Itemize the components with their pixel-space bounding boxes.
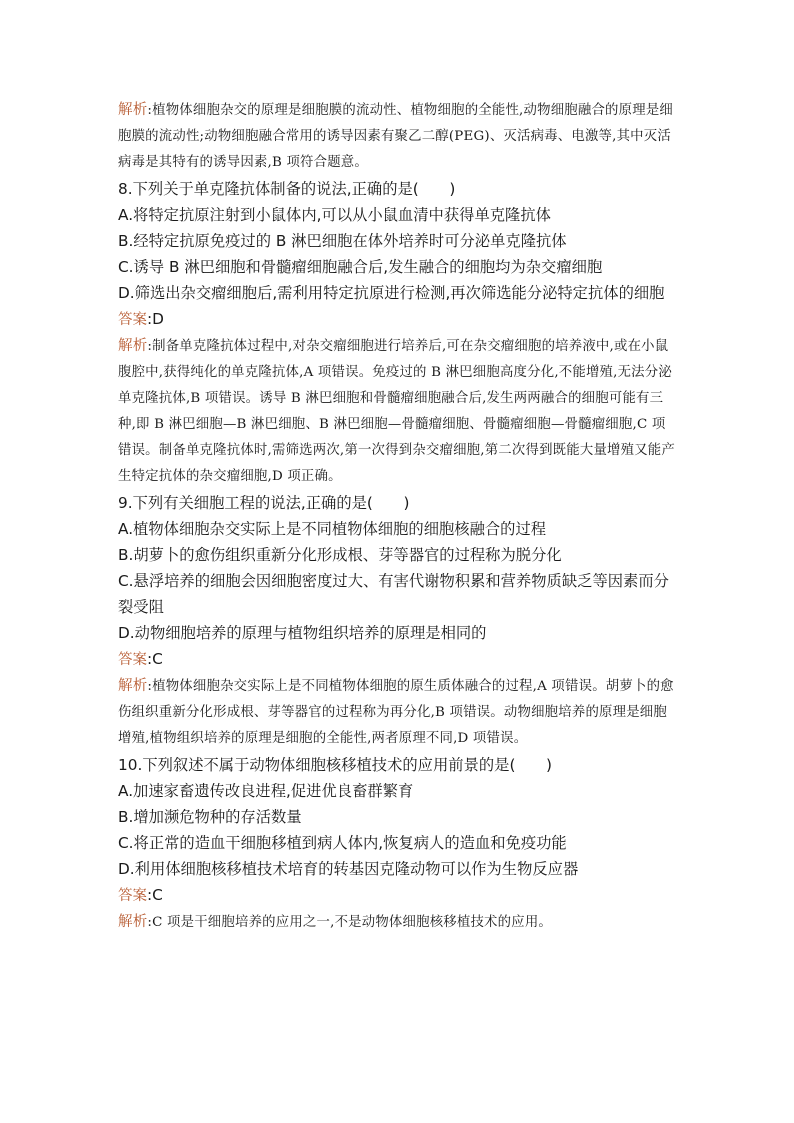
question-9-explanation <box>118 673 676 752</box>
question-10-option-a: A.加速家畜遗传改良进程,促进优良畜群繁育 <box>118 782 414 800</box>
question-8-option-d: D.筛选出杂交瘤细胞后,需利用特定抗原进行检测,再次筛选能分泌特定抗体的细胞 <box>118 284 665 302</box>
explanation-text: :植物体细胞杂交实际上是不同植物体细胞的原生质体融合的过程,A 项错误。胡萝卜的愈伤组织重新分化形成根、芽等器官的过程称为再分化,B 项错误。动物细胞培养的原理是细胞增殖,植物组织培养的原理是细胞的全能性,两者原理不同,D 项错误。 <box>118 679 674 746</box>
question-10-stem: 10.下列叙述不属于动物体细胞核移植技术的应用前景的是( ) <box>118 756 552 774</box>
explanation-text: :制备单克隆抗体过程中,对杂交瘤细胞进行培养后,可在杂交瘤细胞的培养液中,或在小鼠腹腔中,获得纯化的单克隆抗体,A 项错误。免疫过的 B 淋巴细胞高度分化,不能增殖,无法分泌单克隆抗体,B 项错误。诱导 B 淋巴细胞和骨髓瘤细胞融合后,发生两两融合的细胞可能有三种,即 B 淋巴细胞—B 淋巴细胞、B 淋巴细胞—骨髓瘤细胞、骨髓瘤细胞—骨髓瘤细胞,C 项错误。制备单克隆抗体时,需筛选两次,第一次得到杂交瘤细胞,第二次得到既能大量增殖又能产生特定抗体的杂交瘤细胞,D 项正确。 <box>118 339 675 484</box>
question-9-option-a: A.植物体细胞杂交实际上是不同植物体细胞的细胞核融合的过程 <box>118 520 547 538</box>
question-8-option-c: C.诱导 B 淋巴细胞和骨髓瘤细胞融合后,发生融合的细胞均为杂交瘤细胞 <box>118 258 603 276</box>
answer-label: 答案 <box>118 652 147 668</box>
question-8-option-b: B.经特定抗原免疫过的 B 淋巴细胞在体外培养时可分泌单克隆抗体 <box>118 232 567 250</box>
explanation-label: 解析 <box>118 914 148 930</box>
explanation-text: :植物体细胞杂交的原理是细胞膜的流动性、植物细胞的全能性,动物细胞融合的原理是细胞膜的流动性;动物细胞融合常用的诱导因素有聚乙二醇(PEG)、灭活病毒、电激等,其中灭活病毒是其特有的诱导因素,B 项符合题意。 <box>118 103 674 170</box>
answer-label: 答案 <box>118 312 147 328</box>
answer-value: :C <box>147 886 163 904</box>
explanation-block-prev <box>118 96 676 176</box>
question-8-option-a: A.将特定抗原注射到小鼠体内,可以从小鼠血清中获得单克隆抗体 <box>118 206 551 224</box>
question-10-option-c: C.将正常的造血干细胞移植到病人体内,恢复病人的造血和免疫功能 <box>118 834 567 852</box>
question-9-answer <box>118 646 676 673</box>
question-9-stem: 9.下列有关细胞工程的说法,正确的是( ) <box>118 494 410 512</box>
explanation-label: 解析 <box>118 102 148 118</box>
question-9-option-c: C.悬浮培养的细胞会因细胞密度过大、有害代谢物积累和营养物质缺乏等因素而分裂受阻 <box>118 572 669 616</box>
question-9-option-b: B.胡萝卜的愈伤组织重新分化形成根、芽等器官的过程称为脱分化 <box>118 546 562 564</box>
question-10-explanation <box>118 909 676 936</box>
answer-value: :C <box>147 650 163 668</box>
question-8-stem: 8.下列关于单克隆抗体制备的说法,正确的是( ) <box>118 180 456 198</box>
explanation-label: 解析 <box>118 678 148 694</box>
explanation-text: :C 项是干细胞培养的应用之一,不是动物体细胞核移植技术的应用。 <box>147 915 553 930</box>
question-10-answer <box>118 882 676 909</box>
question-10-option-b: B.增加濒危物种的存活数量 <box>118 808 302 826</box>
question-8-answer <box>118 306 676 333</box>
answer-value: :D <box>147 310 164 328</box>
explanation-label: 解析 <box>118 338 148 354</box>
question-8-explanation <box>118 333 676 490</box>
answer-label: 答案 <box>118 888 147 904</box>
document-page <box>118 96 676 936</box>
question-9-option-d: D.动物细胞培养的原理与植物组织培养的原理是相同的 <box>118 624 487 642</box>
question-10-option-d: D.利用体细胞核移植技术培育的转基因克隆动物可以作为生物反应器 <box>118 860 579 878</box>
